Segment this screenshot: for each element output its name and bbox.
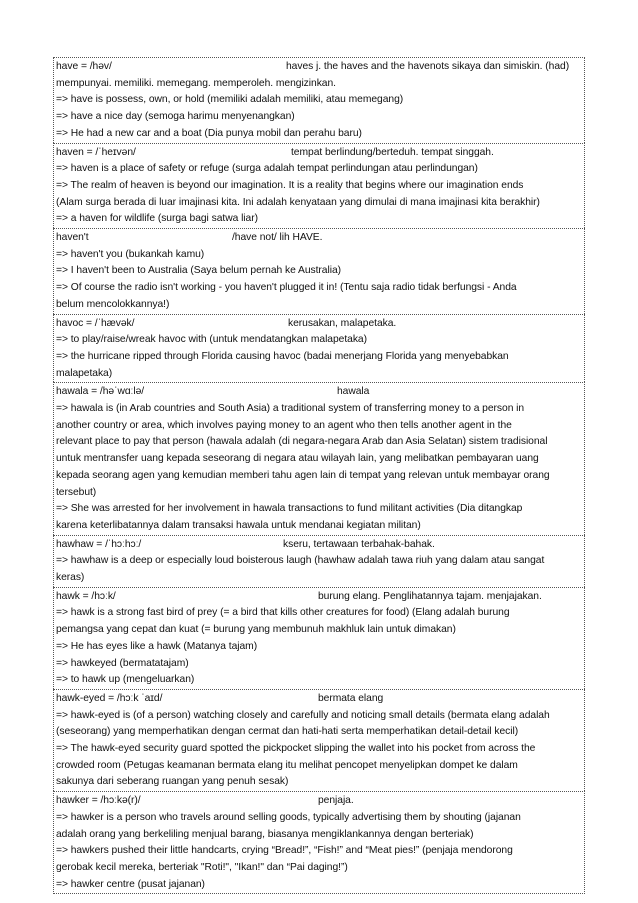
example-line: => I haven't been to Australia (Saya belum pernah ke Australia) bbox=[56, 265, 342, 277]
example-line: => Of course the radio isn't working - you haven't plugged it in! (Tentu saja radio tidak berfungsi - Anda bbox=[56, 282, 517, 294]
headword: hawk = /hɔːk/ bbox=[56, 590, 116, 602]
example-line: => He has eyes like a hawk (Matanya tajam) bbox=[56, 640, 258, 652]
example-line: => The hawk-eyed security guard spotted the pickpocket slipping the wallet into his pocket from across the bbox=[56, 743, 536, 754]
translation: /have not/ lih HAVE. bbox=[232, 232, 323, 243]
headword: hawhaw = /ˈhɔːhɔː/ bbox=[56, 538, 142, 550]
definition-line: => hawk-eyed is (of a person) watching closely and carefully and noticing small details (bermata elang adalah bbox=[56, 709, 550, 721]
example-line: (Alam surga berada di luar imajinasi kita. Ini adalah kenyataan yang dimulai di mana imajinasi kita berakhir) bbox=[56, 196, 540, 208]
definition-line: => hawala is (in Arab countries and South Asia) a traditional system of transferring money to a person in bbox=[56, 402, 525, 414]
translation: penjaja. bbox=[318, 795, 354, 807]
example-line: => He had a new car and a boat (Dia punya mobil dan perahu baru) bbox=[56, 127, 362, 139]
headword: haven = /ˈheɪvən/ bbox=[56, 146, 136, 158]
example-line: gerobak kecil mereka, berteriak "Roti!", "Ikan!" dan “Pai daging!”) bbox=[56, 861, 348, 873]
entry-hawhaw bbox=[53, 535, 585, 587]
headword: hawala = /həˈwɑːlə/ bbox=[56, 386, 145, 398]
headword: havoc = /ˈhævək/ bbox=[56, 317, 135, 329]
translation: tempat berlindung/berteduh. tempat singgah. bbox=[291, 146, 494, 158]
entry-hawk bbox=[53, 587, 585, 689]
definition-line: => hawhaw is a deep or especially loud boisterous laugh (hawhaw adalah tawa riuh yang dalam atau sangat bbox=[56, 555, 545, 567]
example-line: malapetaka) bbox=[56, 367, 113, 379]
definition-line: (seseorang) yang memperhatikan dengan cermat dan hati-hati serta memperhatikan detail-detail kecil) bbox=[56, 726, 519, 738]
translation: hawala bbox=[337, 386, 370, 398]
example-line: sakunya dari seberang ruangan yang penuh sesak) bbox=[56, 776, 289, 788]
example-line: => hawkers pushed their little handcarts, crying “Bread!”, “Fish!” and “Meat pies!” (penjaja mendorong bbox=[56, 845, 513, 857]
definition-line: pemangsa yang cepat dan kuat (= burung yang membunuh makhluk lain untuk dimakan) bbox=[56, 624, 456, 636]
example-line: => the hurricane ripped through Florida causing havoc (badai menerjang Florida yang menyebabkan bbox=[56, 350, 509, 362]
entry-hawk-eyed bbox=[53, 689, 585, 791]
definition-line: => have is possess, own, or hold (memiliki adalah memiliki, atau memegang) bbox=[56, 94, 404, 106]
definition-line: => hawker is a person who travels around selling goods, typically advertising them by shouting (jajanan bbox=[56, 811, 521, 823]
example-line: => have a nice day (semoga harimu menyenangkan) bbox=[56, 111, 295, 123]
example-line: => hawkeyed (bermatatajam) bbox=[56, 657, 189, 669]
example-line: => haven't you (bukankah kamu) bbox=[56, 248, 205, 260]
example-line: crowded room (Petugas keamanan bermata elang itu melihat pencopet menyelipkan dompet ke dalam bbox=[56, 759, 518, 771]
definition-line: adalah orang yang berkeliling menjual barang, biasanya mengiklankannya dengan berteriak) bbox=[56, 828, 474, 840]
entry-havoc bbox=[53, 314, 585, 383]
example-line: => a haven for wildlife (surga bagi satwa liar) bbox=[56, 213, 258, 225]
headword: hawker = /hɔːkə(r)/ bbox=[56, 795, 141, 807]
entry-havent bbox=[53, 228, 585, 314]
example-line: belum mencolokkannya!) bbox=[56, 298, 170, 310]
example-line: => to play/raise/wreak havoc with (untuk mendatangkan malapetaka) bbox=[56, 334, 367, 346]
translation: kseru, tertawaan terbahak-bahak. bbox=[283, 538, 435, 550]
example-line: => hawker centre (pusat jajanan) bbox=[56, 878, 205, 890]
headword: haven't bbox=[56, 232, 89, 243]
definition-line: => hawk is a strong fast bird of prey (= a bird that kills other creatures for food) (Elang adalah burung bbox=[56, 607, 510, 619]
headword: hawk-eyed = /hɔːk ˈaɪd/ bbox=[56, 692, 163, 704]
entry-haven bbox=[53, 143, 585, 229]
translation: haves j. the haves and the havenots sikaya dan simiskin. (had) bbox=[286, 61, 570, 72]
definition-line: untuk mentransfer uang kepada seseorang di negara atau wilayah lain, yang melibatkan pembayaran uang bbox=[56, 453, 539, 465]
headword: have = /həv/ bbox=[56, 61, 112, 72]
definition-line: tersebut) bbox=[56, 486, 97, 498]
translation: bermata elang bbox=[318, 692, 384, 704]
example-line: => to hawk up (mengeluarkan) bbox=[56, 674, 195, 686]
definition-line: another country or area, which involves paying money to an agent who then tells another agent in the bbox=[56, 419, 512, 431]
definition-line: => haven is a place of safety or refuge (surga adalah tempat perlindungan atau perlindungan) bbox=[56, 163, 478, 175]
entry-have bbox=[53, 57, 585, 143]
example-line: => She was arrested for her involvement in hawala transactions to fund militant activities (Dia ditangkap bbox=[56, 503, 523, 515]
translation: kerusakan, malapetaka. bbox=[288, 317, 397, 329]
definition-line: keras) bbox=[56, 572, 85, 583]
definition-line: mempunyai. memiliki. memegang. memperoleh. mengizinkan. bbox=[56, 77, 336, 89]
translation: burung elang. Penglihatannya tajam. menjajakan. bbox=[318, 590, 542, 602]
example-line: => The realm of heaven is beyond our imagination. It is a reality that begins where our imagination ends bbox=[56, 179, 524, 191]
example-line: karena keterlibatannya dalam transaksi hawala untuk mendanai kegiatan militan) bbox=[56, 519, 421, 531]
definition-line: kepada seorang agen yang kemudian memberi tahu agen lain di tempat yang relevan untuk membayar orang bbox=[56, 469, 550, 481]
dictionary-page bbox=[53, 57, 585, 894]
definition-line: relevant place to pay that person (hawala adalah (di negara-negara Arab dan Asia Selatan) sistem tradisional bbox=[56, 436, 548, 448]
entry-hawala bbox=[53, 382, 585, 534]
entry-hawker bbox=[53, 791, 585, 894]
